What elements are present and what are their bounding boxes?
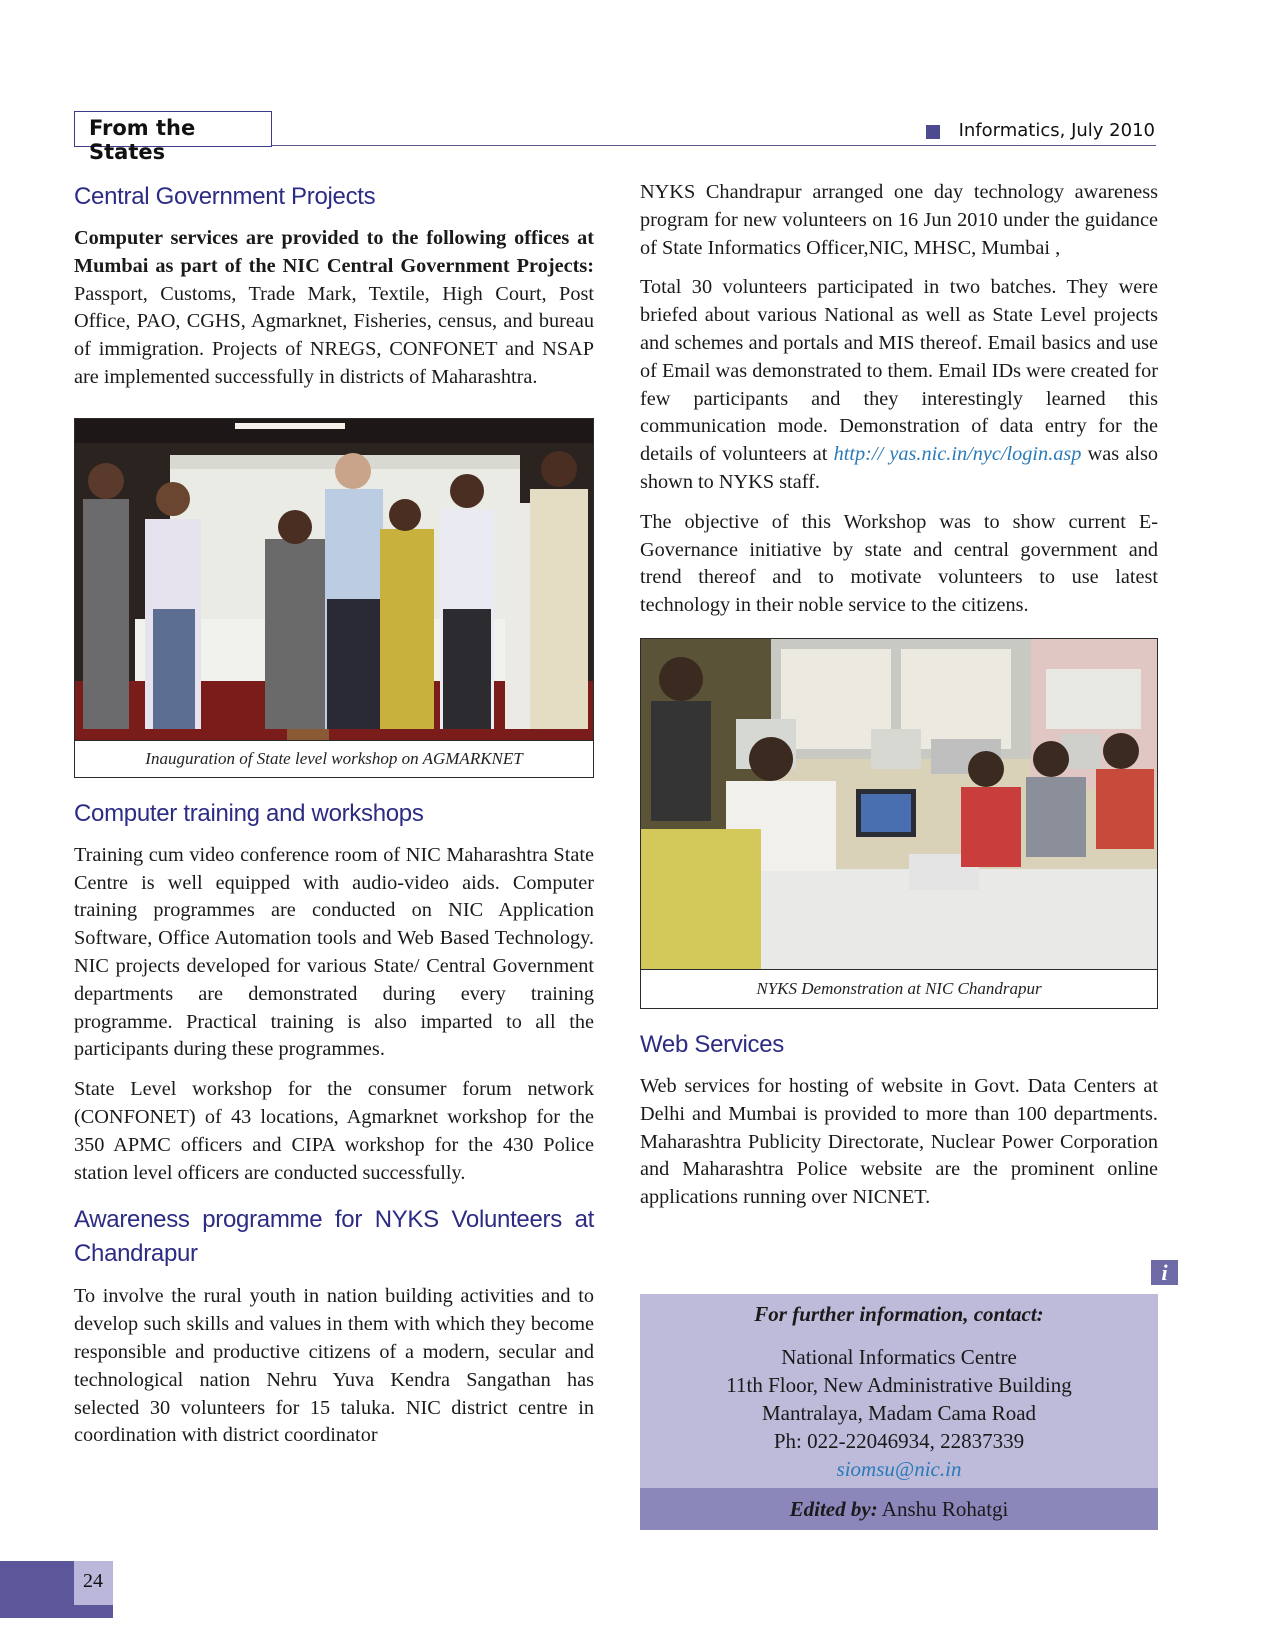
- info-icon: i: [1151, 1260, 1178, 1285]
- heading-central-government-projects: Central Government Projects: [74, 183, 376, 210]
- paragraph-rest: Passport, Customs, Trade Mark, Textile, High Court, Post Office, PAO, CGHS, Agmarknet, Fisheries, census, and bureau of immigration. Projects of NREGS, CONFONET and NSAP are implemented successfully in districts of Maharashtra.: [74, 282, 594, 388]
- contact-road: Mantralaya, Madam Cama Road: [761, 1401, 1037, 1425]
- volunteers-text-a: Total 30 volunteers participated in two batches. They were briefed about various National as well as State Level projects and schemes and portals and MIS thereof. Email basics and use of Email was demonstrated to them. Email IDs were created for few participants and they interestingly learned this communication mode. Demonstration of data entry for the details of volunteers at: [640, 276, 1158, 466]
- paragraph-awareness: To involve the rural youth in nation building activities and to develop such skills and values in them with which they become responsible and productive citizens of a modern, secular and technological nation Nehru Yuva Kendra Sangathan has selected 30 volunteers for 15 taluka. NIC district centre in coordination with district coordinator: [74, 1285, 594, 1447]
- figure-caption-inauguration: Inauguration of State level workshop on AGMARKNET: [75, 740, 593, 778]
- contact-box: [640, 1294, 1158, 1530]
- paragraph-volunteers: [640, 274, 1158, 496]
- paragraph-nyks-chandrapur: NYKS Chandrapur arranged one day technology awareness program for new volunteers on 16 Jun 2010 under the guidance of State Informatics Officer,NIC, MHSC, Mumbai ,: [640, 181, 1158, 259]
- contact-title: For further information, contact:: [754, 1302, 1044, 1326]
- contact-phone: Ph: 022-22046934, 22837339: [773, 1429, 1025, 1453]
- volunteers-text-b: was also shown to NYKS staff.: [640, 443, 1158, 493]
- editor-name: Anshu Rohatgi: [877, 1497, 1009, 1521]
- issue-label: Informatics, July 2010: [958, 120, 1155, 141]
- figure-caption-nyks: NYKS Demonstration at NIC Chandrapur: [641, 969, 1157, 1009]
- figure-nyks-demonstration: [640, 638, 1158, 1009]
- paragraph-web-services: Web services for hosting of website in Govt. Data Centers at Delhi and Mumbai is provided to more than 100 departments. Maharashtra Publicity Directorate, Nuclear Power Corporation and Maharashtra Police website are the prominent online applications running over NICNET.: [640, 1074, 1158, 1209]
- footer-block-dark: [0, 1561, 74, 1618]
- heading-awareness-programme: Awareness programme for NYKS Volunteers at Chandrapur: [74, 1206, 594, 1268]
- header-square-icon: [926, 125, 940, 139]
- heading-web-services: Web Services: [640, 1030, 785, 1058]
- figure-inauguration: [74, 418, 594, 778]
- photo-nyks-demonstration: [641, 639, 1157, 969]
- contact-email-link[interactable]: siomsu@nic.in: [836, 1457, 962, 1481]
- contact-address: [640, 1343, 1158, 1483]
- paragraph-state-workshop: State Level workshop for the consumer forum network (CONFONET) of 43 locations, Agmarknet workshop for the 350 APMC officers and CIPA workshop for the 430 Police station level officers are conducted successfully.: [74, 1078, 594, 1184]
- paragraph-computer-training: Training cum video conference room of NIC Maharashtra State Centre is well equipped with audio-video aids. Computer training programmes are conducted on NIC Application Software, Office Automation tools and Web Based Technology. NIC projects developed for various State/ Central Government departments are demonstrated during every training programme. Practical training is also imparted to all the participants during these programmes.: [74, 843, 594, 1061]
- right-column: [640, 181, 1158, 1212]
- nyc-login-link[interactable]: http:// yas.nic.in/nyc/login.asp: [833, 443, 1082, 466]
- photo-inauguration: [75, 419, 593, 740]
- heading-computer-training: Computer training and workshops: [74, 799, 424, 827]
- left-column: [74, 185, 594, 1450]
- contact-org: National Informatics Centre: [781, 1345, 1017, 1369]
- section-title: From the States: [74, 111, 272, 147]
- paragraph-central-projects: [74, 225, 594, 392]
- contact-floor: 11th Floor, New Administrative Building: [726, 1373, 1072, 1397]
- paragraph-objective: The objective of this Workshop was to show current E-Governance initiative by state and central government and trend thereof and to motivate volunteers to use latest technology in their noble service to the citizens.: [640, 510, 1158, 617]
- edited-by-label: Edited by:: [789, 1497, 878, 1521]
- footer-block-under: [74, 1605, 113, 1618]
- demonstration-illustration: [641, 639, 1157, 969]
- paragraph-lead-bold: Computer services are provided to the following offices at Mumbai as part of the NIC Central Government Projects:: [74, 227, 594, 277]
- page-number: 24: [83, 1570, 103, 1592]
- inauguration-illustration: [75, 419, 593, 740]
- edited-by: [640, 1488, 1158, 1530]
